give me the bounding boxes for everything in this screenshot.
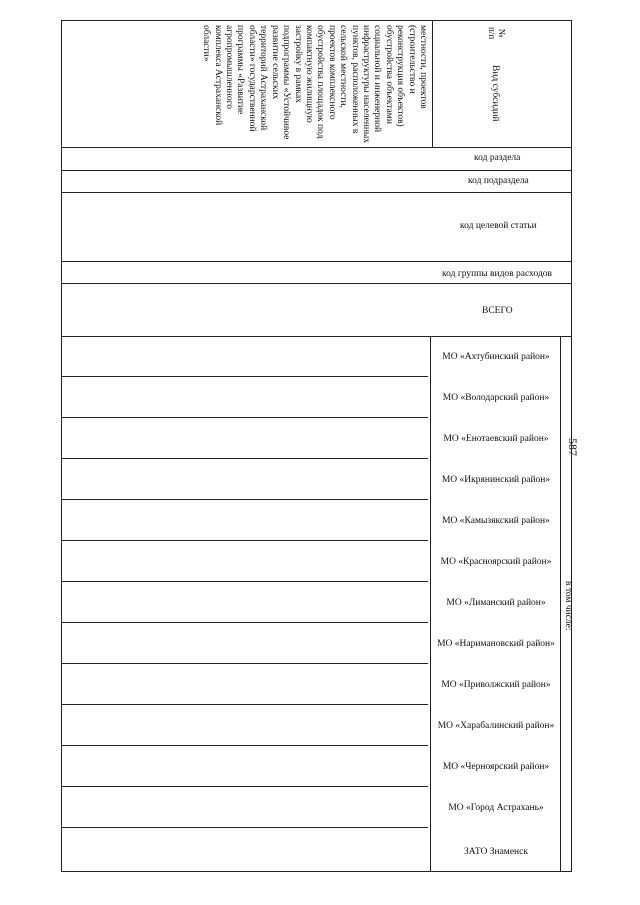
section-code-label: код раздела xyxy=(474,153,521,163)
including-label: в том числе: xyxy=(563,581,573,631)
district-label: ЗАТО Знаменск xyxy=(464,847,528,857)
row-divider xyxy=(62,170,571,171)
district-label: МО «Харабалинский район» xyxy=(437,721,555,731)
subsection-code-label: код подраздела xyxy=(468,176,529,186)
row-divider xyxy=(62,283,571,284)
district-label: МО «Енотаевский район» xyxy=(443,434,549,444)
district-label: МО «Наримановский район» xyxy=(437,639,555,649)
target-article-code-label: код целевой статьи xyxy=(460,221,537,231)
total-label: ВСЕГО xyxy=(482,306,513,316)
district-label: МО «Володарский район» xyxy=(442,393,550,403)
subsidy-type-header: Вид субсидий xyxy=(490,65,500,122)
district-label: МО «Лиманский район» xyxy=(446,598,546,608)
district-label: МО «Икрянинский район» xyxy=(441,475,551,485)
row-number-header: № п/п xyxy=(487,27,507,40)
subsidy-description-cell xyxy=(62,21,432,147)
expense-group-code-label: код группы видов расходов xyxy=(442,269,553,279)
subsidy-description: местности, проектов (строительство и реконструкция объектов) обустройства объектами социальной и инженерной инфраструктуры населенных пунктов, расположенных в сельской местности, проектов комплексного обустройства площадок под компактную жилищную застройку в рамках подпрограммы «Устойчивое развитие сельских территорий Астраханской области» государственной программы «Развитие агропромышленного комплекса Астраханской области» xyxy=(201,25,428,144)
district-label: МО «Красноярский район» xyxy=(440,557,552,567)
row-divider xyxy=(62,261,571,262)
district-label: МО «Черноярский район» xyxy=(442,762,550,772)
district-label: МО «Камызякский район» xyxy=(442,516,550,526)
row-divider xyxy=(62,147,571,148)
row-divider xyxy=(62,336,571,337)
district-label: МО «Город Астрахань» xyxy=(448,803,544,813)
district-label: МО «Ахтубинский район» xyxy=(442,352,550,362)
row-divider xyxy=(62,192,571,193)
district-label: МО «Приволжский район» xyxy=(441,680,551,690)
budget-table xyxy=(61,20,572,872)
page-number: 587 xyxy=(566,438,580,456)
